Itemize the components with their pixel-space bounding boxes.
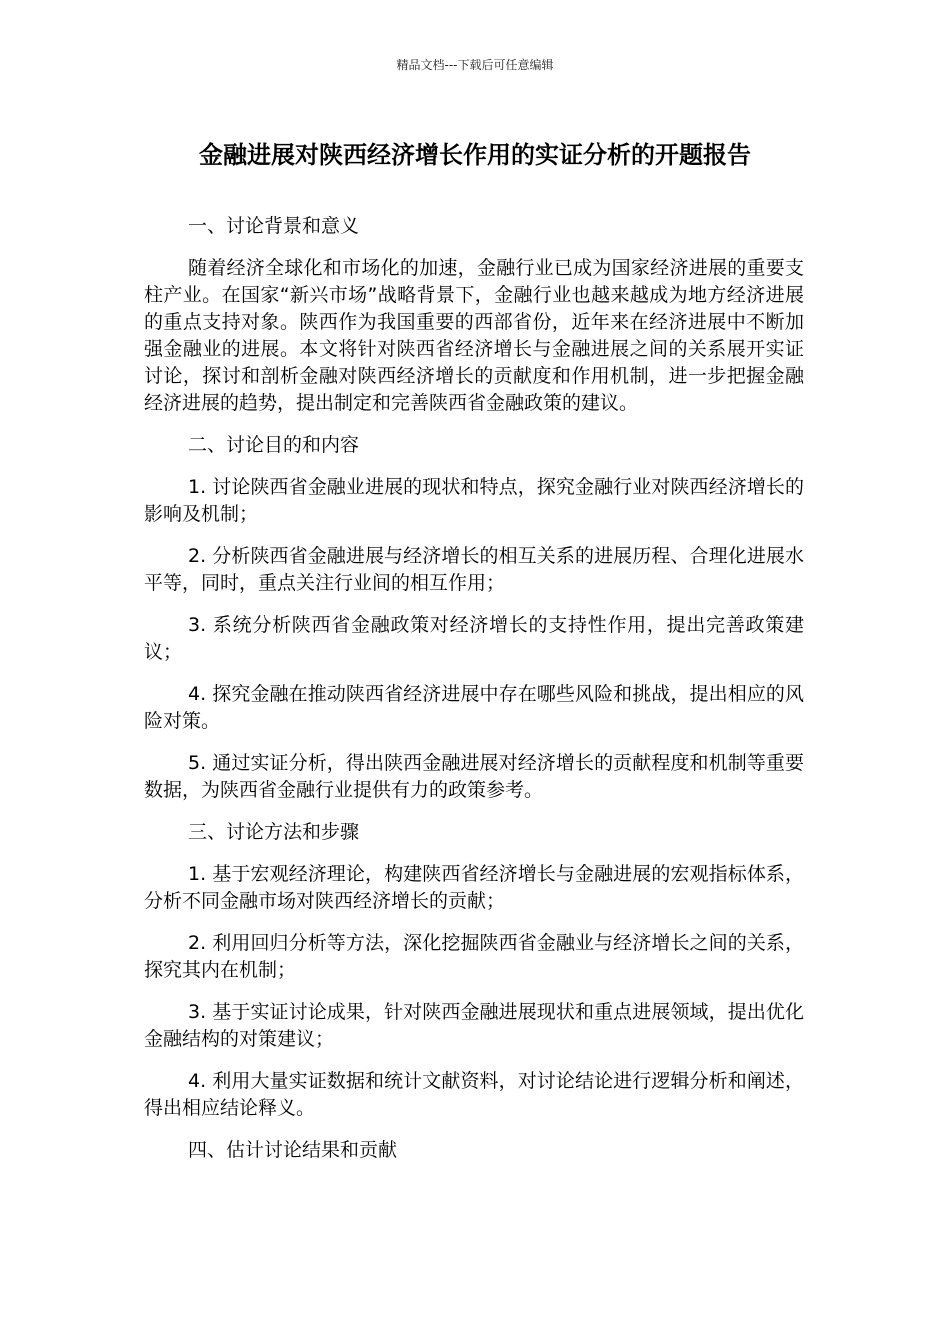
list-item-purpose-5: 5. 通过实证分析，得出陕西金融进展对经济增长的贡献程度和机制等重要数据，为陕西省金融行业提供有力的政策参考。 <box>144 752 804 801</box>
list-item-purpose-3: 3. 系统分析陕西省金融政策对经济增长的支持性作用，提出完善政策建议； <box>144 614 804 663</box>
list-item-method-1: 1. 基于宏观经济理论，构建陕西省经济增长与金融进展的宏观指标体系，分析不同金融市场对陕西经济增长的贡献； <box>144 863 804 912</box>
list-item-method-4: 4. 利用大量实证数据和统计文献资料，对讨论结论进行逻辑分析和阐述，得出相应结论释义。 <box>144 1070 804 1119</box>
section-heading-results: 四、估计讨论结果和贡献 <box>188 1139 398 1161</box>
paragraph-background: 随着经济全球化和市场化的加速，金融行业已成为国家经济进展的重要支柱产业。在国家“新兴市场”战略背景下，金融行业也越来越成为地方经济进展的重点支持对象。陕西作为我国重要的西部省份，近年来在经济进展中不断加强金融业的进展。本文将针对陕西省经济增长与金融进展之间的关系展开实证讨论，探讨和剖析金融对陕西经济增长的贡献度和作用机制，进一步把握金融经济进展的趋势，提出制定和完善陕西省金融政策的建议。 <box>144 257 804 414</box>
header-note: 精品文档---下载后可任意编辑 <box>396 58 554 72</box>
section-heading-methods: 三、讨论方法和步骤 <box>188 821 360 843</box>
list-item-method-2: 2. 利用回归分析等方法，深化挖掘陕西省金融业与经济增长之间的关系，探究其内在机制； <box>144 932 804 981</box>
list-item-purpose-2: 2. 分析陕西省金融进展与经济增长的相互关系的进展历程、合理化进展水平等，同时，重点关注行业间的相互作用； <box>144 545 804 594</box>
document-body <box>144 213 804 1179</box>
list-item-purpose-4: 4. 探究金融在推动陕西省经济进展中存在哪些风险和挑战，提出相应的风险对策。 <box>144 683 804 732</box>
list-item-purpose-1: 1. 讨论陕西省金融业进展的现状和特点，探究金融行业对陕西经济增长的影响及机制； <box>144 476 804 525</box>
list-item-method-3: 3. 基于实证讨论成果，针对陕西金融进展现状和重点进展领域，提出优化金融结构的对策建议； <box>144 1001 804 1050</box>
section-heading-background: 一、讨论背景和意义 <box>188 215 360 237</box>
section-heading-purpose: 二、讨论目的和内容 <box>188 434 360 456</box>
document-title: 金融进展对陕西经济增长作用的实证分析的开题报告 <box>199 141 751 169</box>
